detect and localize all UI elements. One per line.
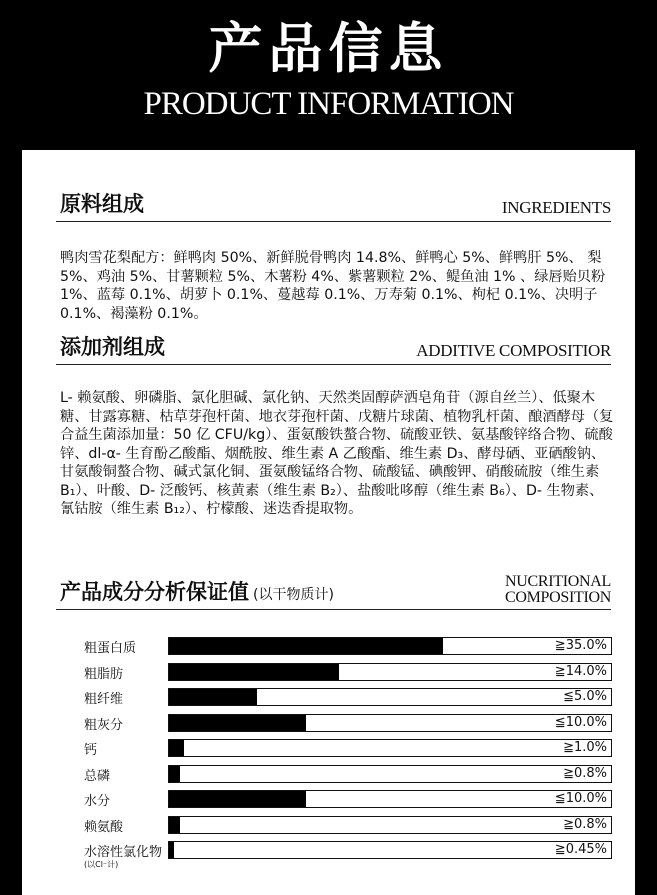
analysis-title — [60, 576, 334, 606]
nutrient-bar-fill — [169, 842, 174, 858]
analysis-title-main: 产品成分分析保证值 — [60, 580, 249, 604]
nutrient-bar-track — [168, 841, 612, 859]
nutrient-bar-track — [168, 739, 612, 757]
nutrient-value: ≧35.0% — [554, 638, 607, 653]
nutrient-name: 水溶性氯化物 — [84, 845, 163, 860]
nutrition-row — [84, 789, 614, 809]
nutrient-bar-track — [168, 637, 612, 655]
nutrient-value: ≦10.0% — [554, 791, 607, 806]
nutrient-bar-track — [168, 765, 612, 783]
additives-header — [56, 335, 611, 365]
analysis-title-en-line1: NUCRITIONAL — [504, 573, 611, 590]
nutrient-label — [84, 841, 162, 869]
nutrient-bar-track — [168, 663, 612, 681]
nutrient-name: 总磷 — [84, 769, 111, 784]
nutrition-row — [84, 713, 614, 733]
ingredients-header — [56, 192, 611, 222]
nutrient-name: 粗纤维 — [84, 692, 124, 707]
nutrient-bar-track — [168, 714, 612, 732]
analysis-title-en — [505, 574, 611, 606]
page-title-en: PRODUCT INFORMATION — [143, 86, 514, 122]
nutrient-name: 赖氨酸 — [84, 820, 124, 835]
nutrient-label — [84, 663, 123, 682]
ingredients-title-en: INGREDIENTS — [501, 198, 611, 217]
nutrient-value: ≧0.8% — [563, 817, 607, 832]
nutrient-bar-fill — [169, 715, 306, 731]
ingredients-text: 鸭肉雪花梨配方：鲜鸭肉 50%、新鲜脱骨鸭肉 14.8%、鲜鸭心 5%、鲜鸭肝 5%、 梨 5%、鸡油 5%、甘薯颗粒 5%、木薯粉 4%、紫薯颗粒 2%、鳀鱼油 1% 、绿唇贻贝粉 1%、蓝莓 0.1%、胡萝卜 0.1%、蔓越莓 0.1%、万寿菊 0.1%、枸杞 0.1%、决明子 0.1%、褐藻粉 0.1%。 — [60, 250, 606, 322]
nutrient-value: ≧1.0% — [563, 740, 607, 755]
nutrient-name: 钙 — [84, 743, 98, 758]
nutrition-row — [84, 840, 614, 869]
nutrition-row — [84, 738, 614, 758]
nutrient-label — [84, 765, 110, 784]
nutrient-name: 水分 — [84, 794, 111, 809]
nutrient-label — [84, 790, 110, 809]
nutrient-value: ≧14.0% — [554, 664, 607, 679]
nutrient-label — [84, 637, 136, 656]
nutrient-name: 粗脂肪 — [84, 667, 124, 682]
ingredients-title: 原料组成 — [60, 192, 144, 216]
nutrient-bar-fill — [169, 766, 180, 782]
nutrient-bar-fill — [169, 817, 180, 833]
nutrition-row — [84, 764, 614, 784]
nutrient-note: (以Cl⁻计) — [84, 860, 119, 869]
nutrient-bar-fill — [169, 740, 184, 756]
analysis-title-en-line2: COMPOSITION — [504, 589, 611, 606]
nutrient-bar-fill — [169, 638, 443, 654]
nutrient-bar-track — [168, 816, 612, 834]
nutrient-name: 粗灰分 — [84, 718, 124, 733]
info-card — [22, 150, 635, 895]
nutrient-bar-track — [168, 688, 612, 706]
nutrition-row — [84, 662, 614, 682]
analysis-header — [56, 570, 611, 610]
page-title: 产品信息 — [208, 16, 449, 80]
nutrient-value: ≧0.45% — [554, 842, 607, 857]
nutrient-value: ≦5.0% — [563, 689, 607, 704]
nutrient-label — [84, 688, 123, 707]
additives-text: L- 赖氨酸、卵磷脂、氯化胆碱、氯化钠、天然类固醇萨洒皂角苷（源自丝兰）、低聚木糖、甘露寡糖、枯草芽孢杆菌、地衣芽孢杆菌、戊糖片球菌、植物乳杆菌、酿酒酵母（复合益生菌添加量：50 亿 CFU/kg）、蛋氨酸铁螯合物、硫酸亚铁、氨基酸锌络合物、硫酸锌、dl-α- 生育酚乙酸酯、烟酰胺、维生素 A 乙酸酯、维生素 D₃、酵母硒、亚硒酸钠、甘氨酸铜螯合物、碱式氯化铜、蛋氨酸锰络合物、硫酸锰、碘酸钾、硝酸硫胺（维生素 B₁）、叶酸、D- 泛酸钙、核黄素（维生素 B₂）、盐酸吡哆醇（维生素 B₆）、D- 生物素、氰钴胺（维生素 B₁₂）、柠檬酸、迷迭香提取物。 — [60, 390, 614, 517]
hero-banner — [0, 0, 657, 150]
nutrient-value: ≦10.0% — [554, 715, 607, 730]
nutrient-label — [84, 739, 97, 758]
additives-title: 添加剂组成 — [60, 335, 165, 359]
nutrient-label — [84, 714, 123, 733]
nutrition-row — [84, 815, 614, 835]
additives-title-en: ADDITIVE COMPOSITIOR — [416, 341, 611, 360]
analysis-title-sub: (以干物质计) — [253, 587, 334, 603]
nutrient-bar-fill — [169, 791, 306, 807]
nutrient-name: 粗蛋白质 — [84, 641, 137, 656]
nutrient-value: ≧0.8% — [563, 766, 607, 781]
nutrient-label — [84, 816, 123, 835]
nutrient-bar-fill — [169, 664, 339, 680]
nutrient-bar-fill — [169, 689, 257, 705]
nutrition-row — [84, 687, 614, 707]
nutrition-row — [84, 636, 614, 656]
nutrient-bar-track — [168, 790, 612, 808]
